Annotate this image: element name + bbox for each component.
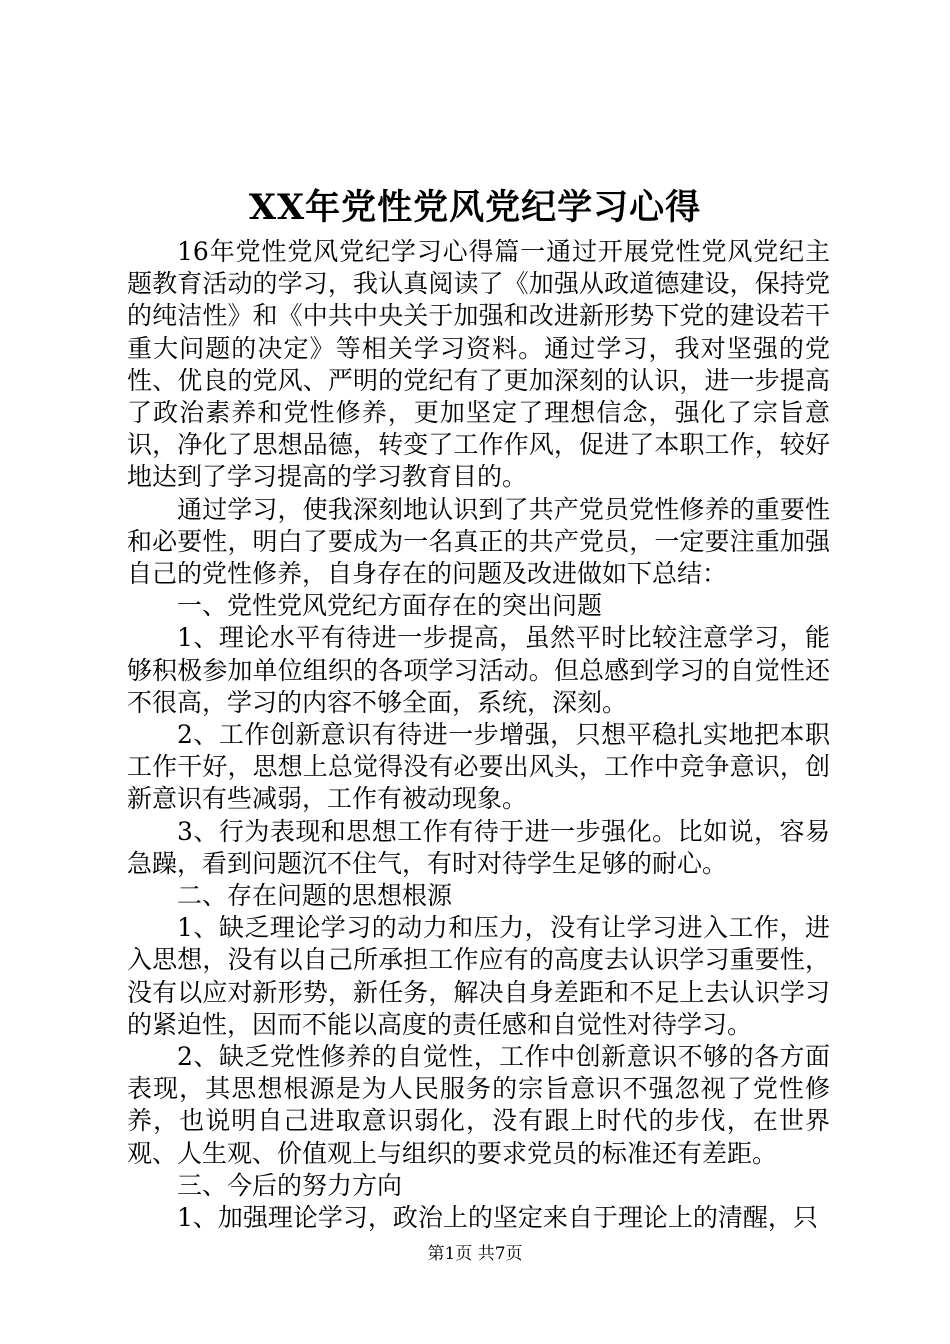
paragraph-root-2: 2、缺乏党性修养的自觉性，工作中创新意识不够的各方面表现，其思想根源是为人民服务的宗旨意识不强忽视了党性修养，也说明自己进取意识弱化，没有跟上时代的步伐，在世界观、人生观、价值观上与组织的要求党员的标准还有差距。 [127,1042,830,1168]
section-heading-direction: 三、今后的努力方向 [177,1170,403,1200]
paragraph-problem-3: 3、行为表现和思想工作有待于进一步强化。比如说，容易急躁，看到问题沉不住气，有时对待学生足够的耐心。 [127,816,830,878]
paragraph-root-1: 1、缺乏理论学习的动力和压力，没有让学习进入工作，进入思想，没有以自己所承担工作应有的高度去认识学习重要性，没有以应对新形势，新任务，解决自身差距和不足上去认识学习的紧迫性，因而不能以高度的责任感和自觉性对待学习。 [127,913,830,1039]
page-indicator: 第1页 共7页 [427,1244,523,1264]
paragraph-problem-2: 2、工作创新意识有待进一步增强，只想平稳扎实地把本职工作干好，思想上总觉得没有必要出风头，工作中竞争意识，创新意识有些减弱，工作有被动现象。 [127,720,830,814]
document-body [127,236,830,1234]
section-heading-roots: 二、存在问题的思想根源 [177,881,453,911]
document-title: XX年党性党风党纪学习心得 [248,187,702,228]
paragraph-intro: 16年党性党风党纪学习心得篇一通过开展党性党风党纪主题教育活动的学习，我认真阅读了《加强从政道德建设，保持党的纯洁性》和《中共中央关于加强和改进新形势下党的建设若干重大问题的决定》等相关学习资料。通过学习，我对坚强的党性、优良的党风、严明的党纪有了更加深刻的认识，进一步提高了政治素养和党性修养，更加坚定了理想信念，强化了宗旨意识，净化了思想品德，转变了工作作风，促进了本职工作，较好地达到了学习提高的学习教育目的。 [127,237,830,492]
paragraph-problem-1: 1、理论水平有待进一步提高，虽然平时比较注意学习，能够积极参加单位组织的各项学习活动。但总感到学习的自觉性还不很高，学习的内容不够全面，系统，深刻。 [127,623,830,717]
section-heading-problems: 一、党性党风党纪方面存在的突出问题 [177,591,603,621]
paragraph-summary: 通过学习，使我深刻地认识到了共产党员党性修养的重要性和必要性，明白了要成为一名真正的共产党员，一定要注重加强自己的党性修养，自身存在的问题及改进做如下总结： [127,494,830,589]
paragraph-direction-1: 1、加强理论学习，政治上的坚定来自于理论上的清醒，只 [177,1203,818,1233]
